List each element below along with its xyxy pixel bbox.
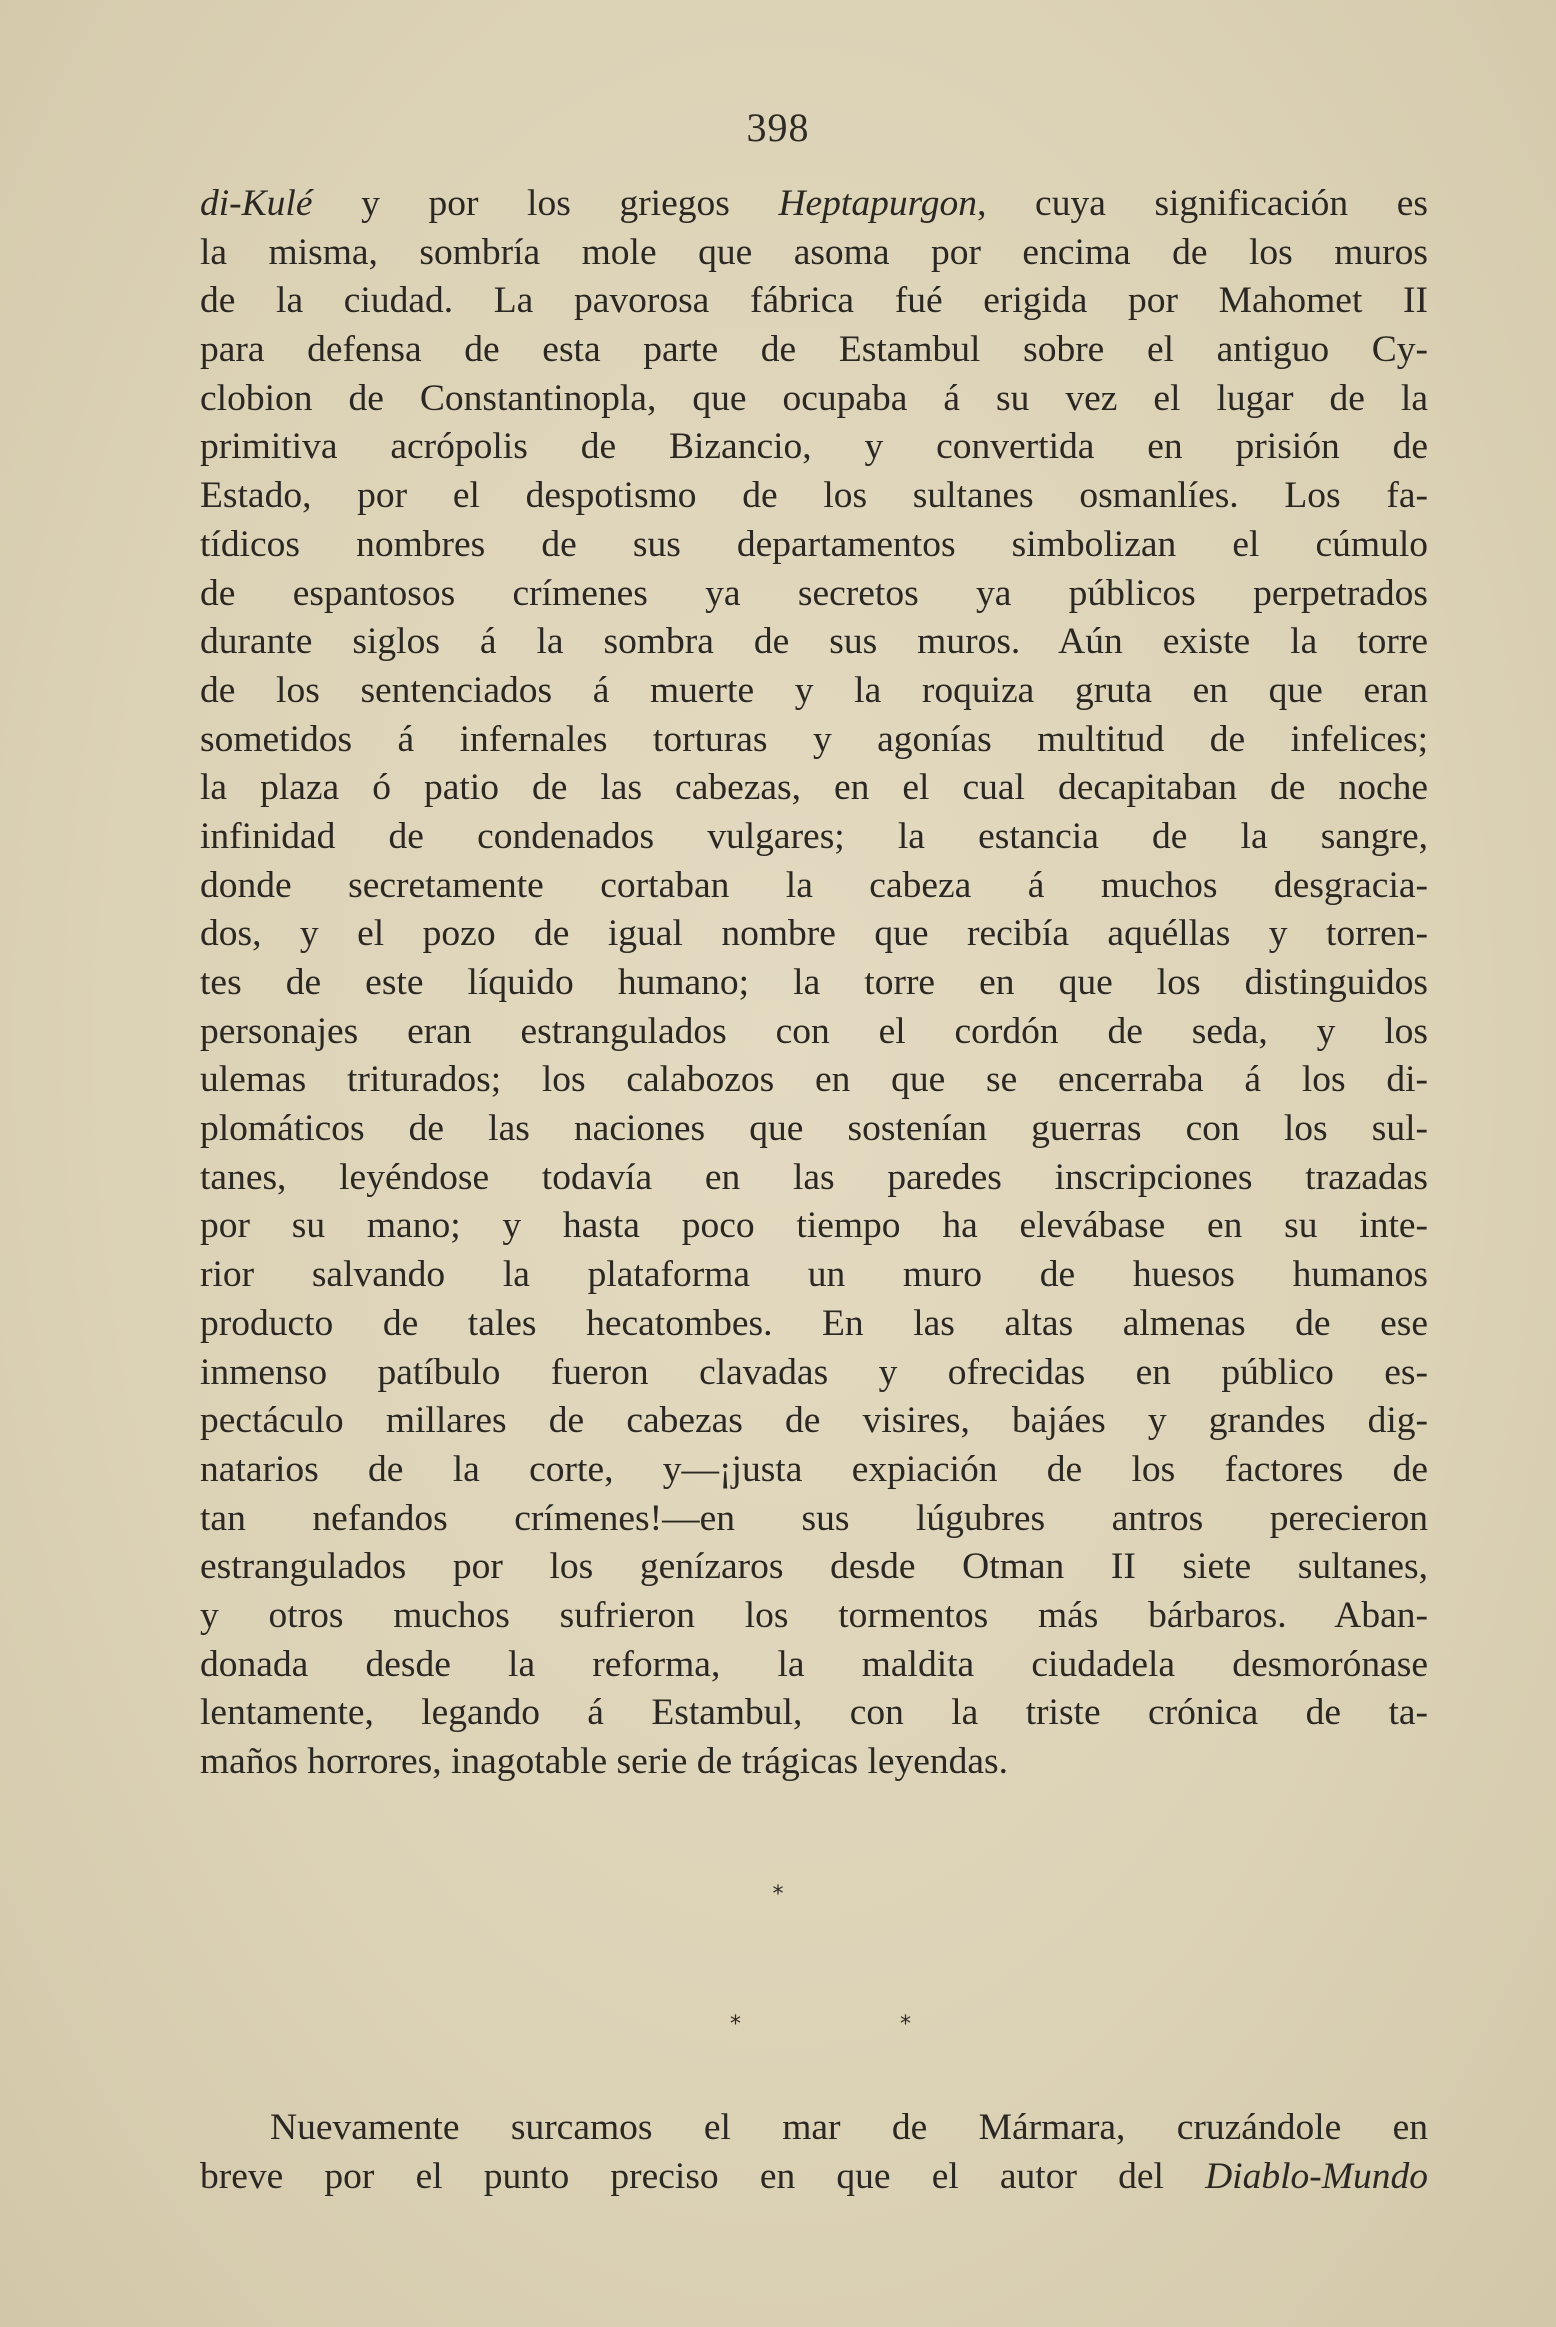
text-line-content: infinidad de condenados vulgares; la estancia de la sangre, — [200, 815, 1428, 857]
text-line — [200, 1446, 1428, 1495]
italic-term: di-Kulé — [200, 183, 313, 224]
text-line — [200, 180, 1428, 229]
text-line-content: clobion de Constantinopla, que ocupaba á su vez el lugar de la — [200, 377, 1428, 419]
separator-asterisk: * — [900, 2012, 911, 2037]
text-line-content: tídicos nombres de sus departamentos simbolizan el cúmulo — [200, 523, 1428, 565]
text-line-content: durante siglos á la sombra de sus muros. Aún existe la torre — [200, 621, 1428, 663]
text-line-content: lentamente, legando á Estambul, con la triste crónica de ta- — [200, 1692, 1428, 1734]
text-line-content: la plaza ó patio de las cabezas, en el cual decapitaban de noche — [200, 767, 1428, 809]
text-line — [200, 1202, 1428, 1251]
text-line — [200, 521, 1428, 570]
text-line — [200, 570, 1428, 619]
text-line — [200, 1251, 1428, 1300]
text-line — [200, 1543, 1428, 1592]
section-separator-top — [0, 1882, 1556, 1907]
text-line — [200, 1056, 1428, 1105]
text-line-content: maños horrores, inagotable serie de trágicas leyendas. — [200, 1741, 1009, 1782]
text-line — [200, 1105, 1428, 1154]
text-line — [200, 423, 1428, 472]
text-line — [200, 1592, 1428, 1641]
italic-term: Heptapurgon — [778, 183, 978, 224]
text-line — [200, 1689, 1428, 1738]
text-line — [200, 2104, 1428, 2153]
text-line — [200, 1349, 1428, 1398]
text-line — [200, 667, 1428, 716]
text-line — [200, 1300, 1428, 1349]
text-line-content: Estado, por el despotismo de los sultanes osmanlíes. Los fa- — [200, 475, 1428, 517]
text-line-content: y por los griegos — [312, 183, 779, 224]
text-line — [200, 229, 1428, 278]
text-line — [200, 1008, 1428, 1057]
paragraph-next — [200, 2104, 1428, 2201]
separator-asterisk: * — [772, 1882, 784, 1907]
text-line-content: para defensa de esta parte de Estambul sobre el antiguo Cy- — [200, 329, 1428, 371]
text-line-content: primitiva acrópolis de Bizancio, y convertida en prisión de — [200, 426, 1428, 468]
text-line — [200, 959, 1428, 1008]
text-line-content: tes de este líquido humano; la torre en que los distinguidos — [200, 962, 1428, 1003]
text-line-content: estrangulados por los genízaros desde Otman II siete sultanes, — [200, 1546, 1428, 1588]
text-line — [200, 277, 1428, 326]
text-line — [200, 2153, 1428, 2202]
text-line — [200, 472, 1428, 521]
text-line-content: breve por el punto preciso en que el autor del — [200, 2155, 1206, 2197]
text-line-content: natarios de la corte, y—¡justa expiación de los factores de — [200, 1448, 1428, 1490]
text-line-content: donada desde la reforma, la maldita ciudadela desmorónase — [200, 1643, 1428, 1685]
text-line-content: por su mano; y hasta poco tiempo ha elevábase en su inte- — [200, 1205, 1428, 1247]
text-line-content: de espantosos crímenes ya secretos ya públicos perpetrados — [200, 572, 1428, 614]
text-line-content: ulemas triturados; los calabozos en que se encerraba á los di- — [200, 1059, 1428, 1101]
text-line — [200, 1397, 1428, 1446]
text-line-content: Nuevamente surcamos el mar de Mármara, cruzándole en — [270, 2107, 1428, 2148]
text-line-content: de los sentenciados á muerte y la roquiza gruta en que eran — [200, 669, 1428, 711]
text-line-content: de la ciudad. La pavorosa fábrica fué erigida por Mahomet II — [200, 280, 1428, 322]
text-line-content: tan nefandos crímenes!—en sus lúgubres antros perecieron — [200, 1497, 1428, 1539]
text-line — [200, 813, 1428, 862]
text-line — [200, 326, 1428, 375]
text-line-content: dos, y el pozo de igual nombre que recibía aquéllas y torren- — [200, 913, 1428, 955]
text-line-content: la misma, sombría mole que asoma por encima de los muros — [200, 231, 1428, 273]
text-line-content: personajes eran estrangulados con el cordón de seda, y los — [200, 1010, 1428, 1052]
text-line-content: producto de tales hecatombes. En las altas almenas de ese — [200, 1302, 1428, 1344]
text-line — [200, 716, 1428, 765]
text-line-content: donde secretamente cortaban la cabeza á muchos desgracia- — [200, 864, 1428, 906]
paragraph-main — [200, 180, 1428, 1787]
text-line-content: inmenso patíbulo fueron clavadas y ofrecidas en público es- — [200, 1351, 1428, 1393]
text-line — [200, 910, 1428, 959]
text-line-content: , cuya significación es — [977, 183, 1428, 224]
text-line-content: tanes, leyéndose todavía en las paredes inscripciones trazadas — [200, 1156, 1428, 1198]
page-number: 398 — [746, 105, 810, 150]
separator-asterisk: * — [730, 2012, 741, 2037]
text-line-content: sometidos á infernales torturas y agonías multitud de infelices; — [200, 718, 1428, 760]
text-line — [200, 1738, 1428, 1787]
text-line — [200, 1641, 1428, 1690]
book-title-italic: Diablo-Mundo — [1205, 2155, 1428, 2197]
text-line — [200, 862, 1428, 911]
text-line — [200, 1495, 1428, 1544]
text-line — [200, 618, 1428, 667]
text-line-content: plomáticos de las naciones que sostenían guerras con los sul- — [200, 1108, 1428, 1150]
text-line-content: rior salvando la plataforma un muro de huesos humanos — [200, 1254, 1428, 1296]
text-line-content: y otros muchos sufrieron los tormentos más bárbaros. Aban- — [200, 1594, 1428, 1636]
text-line-content: pectáculo millares de cabezas de visires, bajáes y grandes dig- — [200, 1400, 1428, 1442]
text-line — [200, 764, 1428, 813]
text-line — [200, 1154, 1428, 1203]
text-line — [200, 375, 1428, 424]
